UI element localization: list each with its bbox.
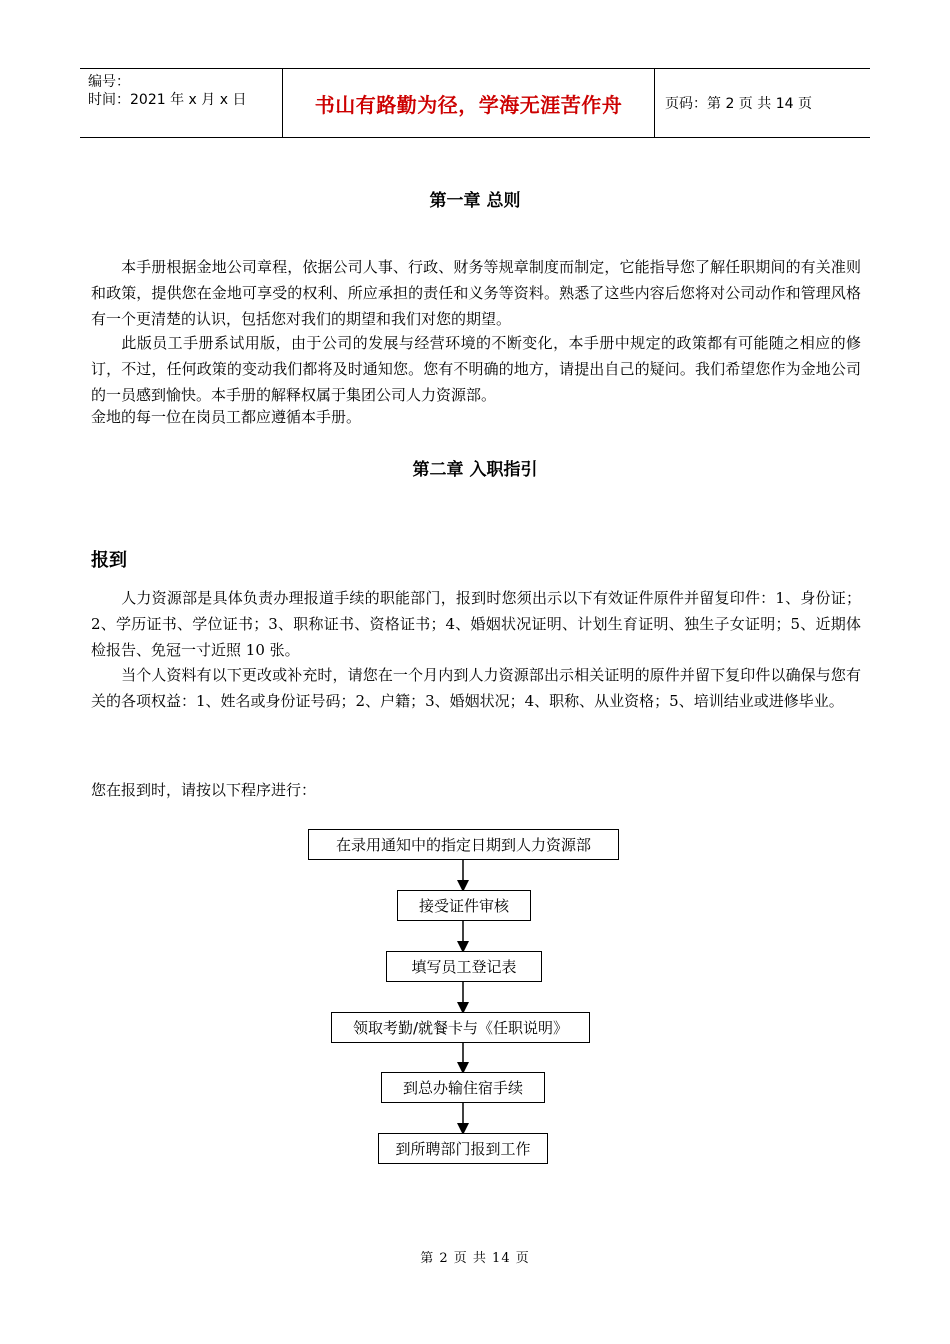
page-footer: 第 2 页 共 14 页 [420,1251,530,1266]
time-label: 时间：2021 年 x 月 x 日 [88,92,247,108]
chapter1-title: 第一章 总则 [429,191,521,211]
flow-step-3: 填写员工登记表 [386,951,542,982]
header-motto: 书山有路勤为径，学海无涯苦作舟 [282,69,655,137]
flow-step-4: 领取考勤/就餐卡与《任职说明》 [331,1012,590,1043]
number-label: 编号： [88,74,130,90]
chapter2-para1-text: 人力资源部是具体负责办理报道手续的职能部门，报到时您须出示以下有效证件原件并留复印件：1、身份证；2、学历证书、学位证书；3、职称证书、资格证书；4、婚姻状况证明、计划生育证明、独生子女证明；5、近期体检报告、免冠一寸近照 10 张。 [91,589,861,659]
flow-step-2: 接受证件审核 [397,890,531,921]
header-page-info: 页码：第 2 页 共 14 页 [665,96,812,112]
chapter1-para3: 金地的每一位在岗员工都应遵循本手册。 [91,408,362,426]
chapter2-para3: 您在报到时，请按以下程序进行： [91,781,317,799]
chapter2-para2-text: 当个人资料有以下更改或补充时，请您在一个月内到人力资源部出示相关证明的原件并留下复印件以确保与您有关的各项权益：1、姓名或身份证号码；2、户籍；3、婚姻状况；4、职称、从业资格；5、培训结业或进修毕业。 [91,666,861,710]
chapter1-para2-text: 此版员工手册系试用版，由于公司的发展与经营环境的不断变化，本手册中规定的政策都有可能随之相应的修订，不过，任何政策的变动我们都将及时通知您。您有不明确的地方，请提出自己的疑问。我们希望您作为金地公司的一员感到愉快。本手册的解释权属于集团公司人力资源部。 [91,334,861,404]
flow-step-6: 到所聘部门报到工作 [378,1133,548,1164]
chapter1-para1-text: 本手册根据金地公司章程，依据公司人事、行政、财务等规章制度而制定，它能指导您了解任职期间的有关准则和政策，提供您在金地可享受的权利、所应承担的责任和义务等资料。熟悉了这些内容后您将对公司动作和管理风格有一个更清楚的认识，包括您对我们的期望和我们对您的期望。 [91,258,861,328]
chapter2-title: 第二章 入职指引 [412,460,538,480]
section-title-report: 报到 [91,550,127,571]
flow-step-5: 到总办输住宿手续 [381,1072,545,1103]
flow-step-1: 在录用通知中的指定日期到人力资源部 [308,829,619,860]
